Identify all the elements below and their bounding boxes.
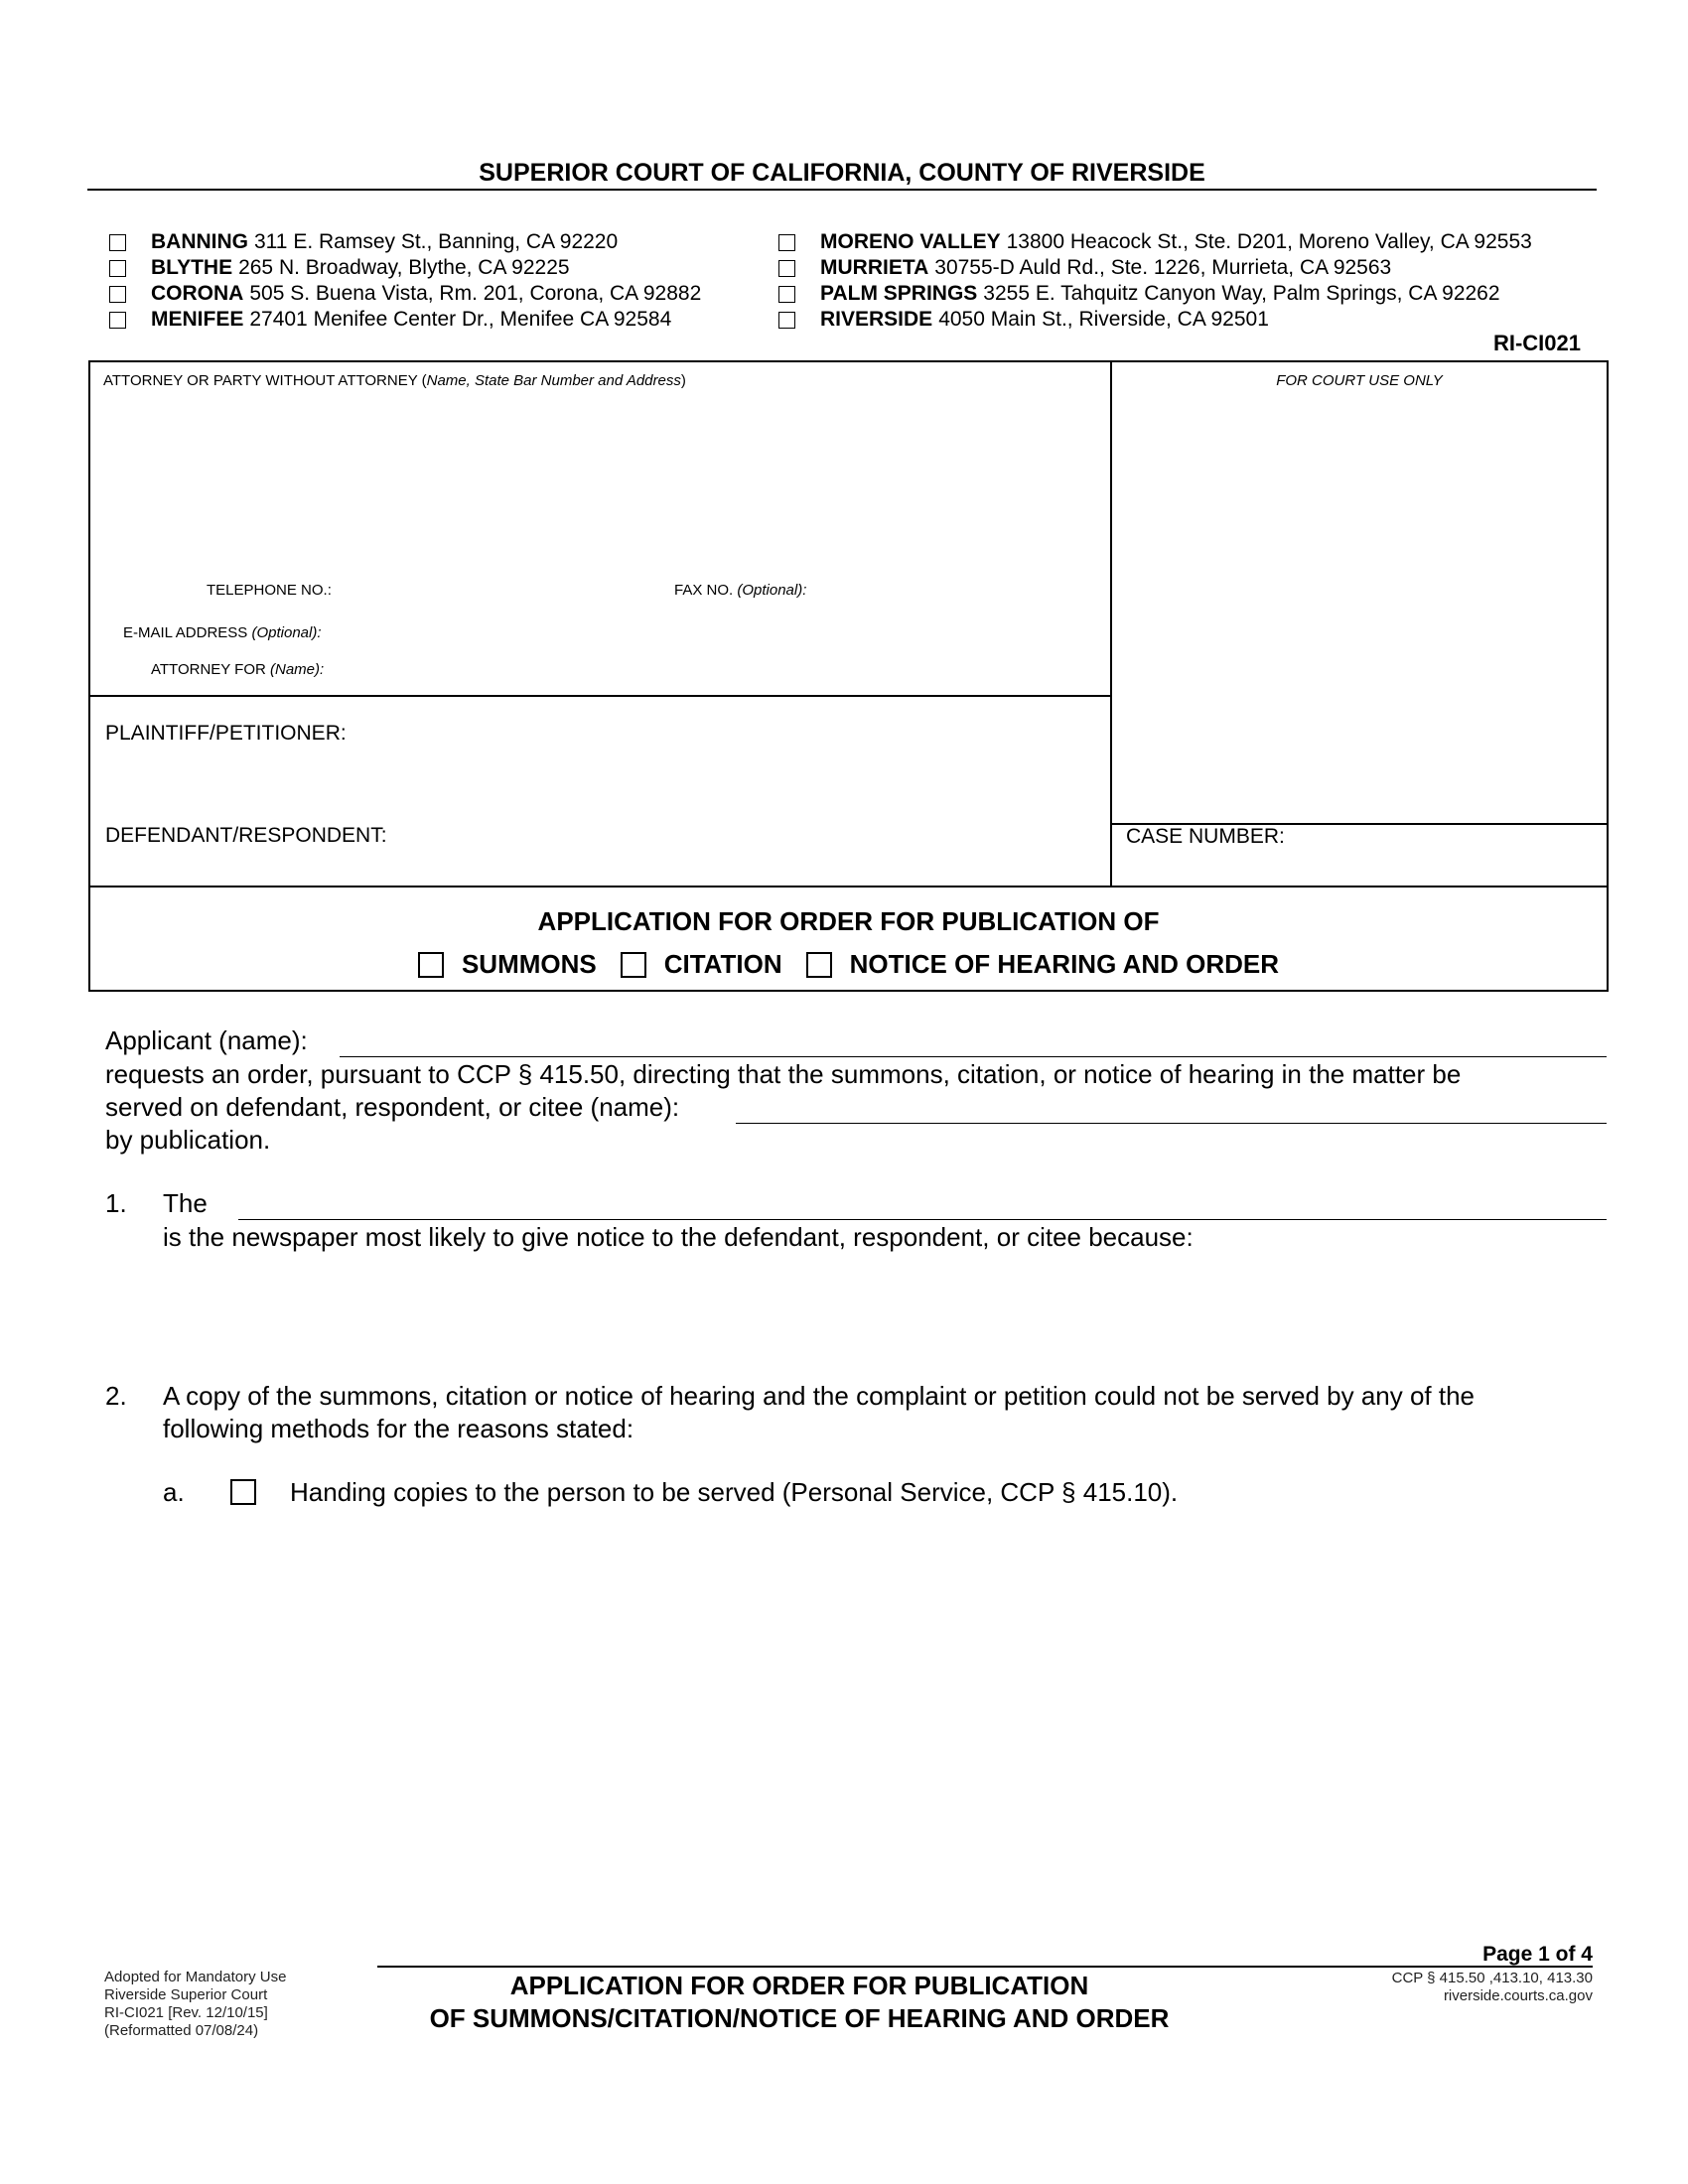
item-1-text: is the newspaper most likely to give notice to the defendant, respondent, or citee because: xyxy=(163,1222,1194,1252)
plaintiff-label: PLAINTIFF/PETITIONER: xyxy=(105,722,347,745)
location-palm-springs[interactable]: PALM SPRINGS 3255 E. Tahquitz Canyon Way, Palm Springs, CA 92262 xyxy=(778,281,1532,307)
locations-right xyxy=(778,229,1532,333)
summons-checkbox[interactable] xyxy=(418,952,444,978)
title-rule xyxy=(87,189,1597,191)
option-summons[interactable]: SUMMONS xyxy=(418,949,597,980)
citation-checkbox[interactable] xyxy=(621,952,646,978)
location-checkbox[interactable] xyxy=(109,286,126,303)
footer-right: CCP § 415.50 ,413.10, 413.30 riverside.courts.ca.gov xyxy=(1391,1970,1593,2004)
item-2a-text: Handing copies to the person to be served (Personal Service, CCP § 415.10). xyxy=(290,1477,1179,1507)
telephone-label: TELEPHONE NO.: xyxy=(207,582,332,599)
location-murrieta[interactable]: MURRIETA 30755-D Auld Rd., Ste. 1226, Murrieta, CA 92563 xyxy=(778,255,1532,281)
requests-line-2: served on defendant, respondent, or citee (name): xyxy=(105,1092,680,1122)
case-number-label: CASE NUMBER: xyxy=(1126,825,1285,848)
notice-checkbox[interactable] xyxy=(806,952,832,978)
application-title: APPLICATION FOR ORDER FOR PUBLICATION OF xyxy=(537,906,1160,936)
publication-options xyxy=(88,949,1609,980)
location-blythe[interactable]: BLYTHE 265 N. Broadway, Blythe, CA 92225 xyxy=(109,255,701,281)
location-checkbox[interactable] xyxy=(778,260,795,277)
defendant-label: DEFENDANT/RESPONDENT: xyxy=(105,824,387,847)
requests-line-1: requests an order, pursuant to CCP § 415.50, directing that the summons, citation, or notice of hearing in the matter be xyxy=(105,1059,1462,1089)
location-menifee[interactable]: MENIFEE 27401 Menifee Center Dr., Menifee CA 92584 xyxy=(109,307,701,333)
location-checkbox[interactable] xyxy=(109,234,126,251)
option-notice[interactable]: NOTICE OF HEARING AND ORDER xyxy=(806,949,1279,980)
personal-service-checkbox[interactable] xyxy=(230,1479,256,1505)
applicant-name-line[interactable] xyxy=(340,1056,1607,1057)
location-riverside[interactable]: RIVERSIDE 4050 Main St., Riverside, CA 92501 xyxy=(778,307,1532,333)
applicant-label: Applicant (name): xyxy=(105,1025,308,1055)
by-publication: by publication. xyxy=(105,1125,271,1155)
email-label: E-MAIL ADDRESS (Optional): xyxy=(123,624,322,641)
newspaper-line[interactable] xyxy=(238,1219,1607,1220)
location-checkbox[interactable] xyxy=(778,234,795,251)
footer-title: APPLICATION FOR ORDER FOR PUBLICATION OF SUMMONS/CITATION/NOTICE OF HEARING AND ORDER xyxy=(429,1971,1170,2033)
option-citation[interactable]: CITATION xyxy=(621,949,782,980)
court-use-label: FOR COURT USE ONLY xyxy=(1276,372,1443,389)
location-checkbox[interactable] xyxy=(778,286,795,303)
location-checkbox[interactable] xyxy=(778,312,795,329)
attorney-for-label: ATTORNEY FOR (Name): xyxy=(151,661,325,678)
form-id: RI-CI021 xyxy=(1492,331,1581,355)
page-number: Page 1 of 4 xyxy=(1482,1943,1593,1966)
location-corona[interactable]: CORONA 505 S. Buena Vista, Rm. 201, Corona, CA 92882 xyxy=(109,281,701,307)
item-2-number: 2. xyxy=(105,1381,127,1411)
item-2-line-1: A copy of the summons, citation or notice of hearing and the complaint or petition could not be served by any of the xyxy=(163,1381,1476,1411)
caption-divider-left xyxy=(88,695,1111,697)
location-checkbox[interactable] xyxy=(109,312,126,329)
item-1-number: 1. xyxy=(105,1188,127,1218)
item-1-the: The xyxy=(163,1188,208,1218)
court-title: SUPERIOR COURT OF CALIFORNIA, COUNTY OF RIVERSIDE xyxy=(479,159,1205,187)
footer-left: Adopted for Mandatory Use Riverside Superior Court RI-CI021 [Rev. 12/10/15] (Reformatted 07/08/24) xyxy=(104,1969,287,2039)
location-checkbox[interactable] xyxy=(109,260,126,277)
footer-rule xyxy=(377,1966,1593,1968)
location-banning[interactable]: BANNING 311 E. Ramsey St., Banning, CA 92220 xyxy=(109,229,701,255)
item-2-line-2: following methods for the reasons stated: xyxy=(163,1414,634,1443)
attorney-label: ATTORNEY OR PARTY WITHOUT ATTORNEY (Name, State Bar Number and Address) xyxy=(103,372,686,389)
caption-divider-title xyxy=(88,886,1609,887)
caption-vertical-divider xyxy=(1110,360,1112,887)
location-moreno-valley[interactable]: MORENO VALLEY 13800 Heacock St., Ste. D201, Moreno Valley, CA 92553 xyxy=(778,229,1532,255)
item-2a-letter: a. xyxy=(163,1477,185,1507)
locations-left xyxy=(109,229,701,333)
fax-label: FAX NO. (Optional): xyxy=(674,582,807,599)
served-name-line[interactable] xyxy=(736,1123,1607,1124)
